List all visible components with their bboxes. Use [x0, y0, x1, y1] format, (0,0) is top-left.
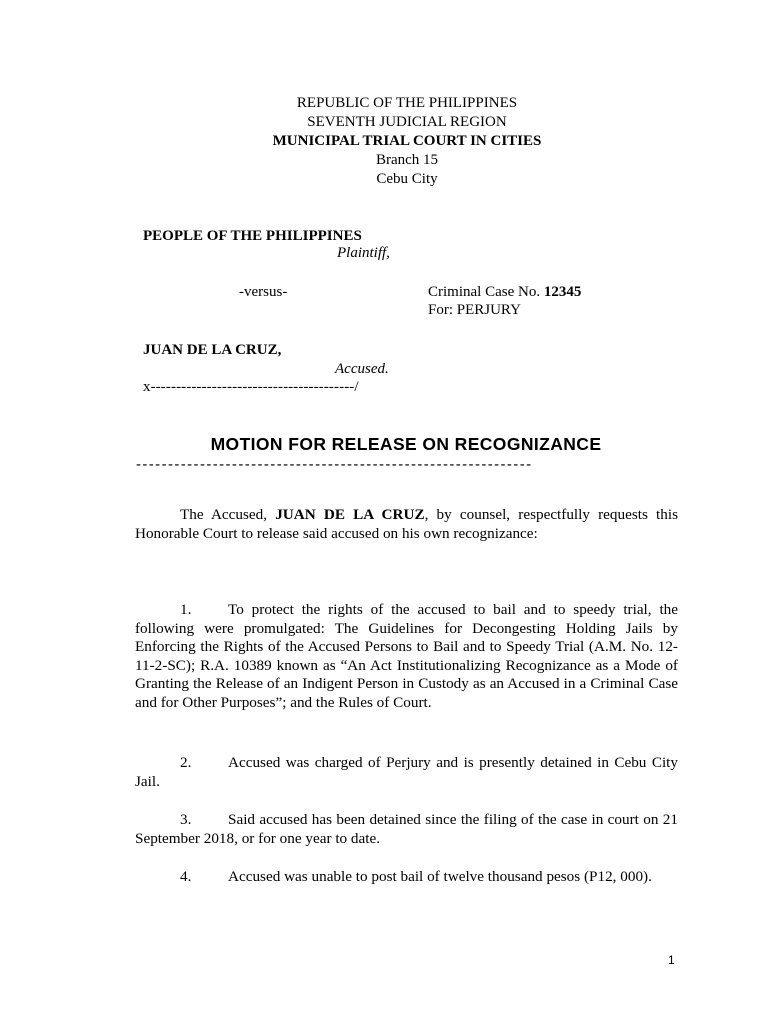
intro-paragraph — [135, 506, 678, 543]
case-number-label: Criminal Case No. — [428, 284, 544, 300]
paragraph-text: Said accused has been detained since the filing of the case in court on 21 September 2018, or for one year to date. — [135, 811, 678, 847]
versus-label: -versus- — [239, 284, 288, 300]
plaintiff-role: Plaintiff, — [337, 245, 390, 261]
case-charge: For: PERJURY — [428, 302, 521, 318]
plaintiff-name: PEOPLE OF THE PHILIPPINES — [143, 228, 362, 244]
title-dashed-rule: -------------------------------------------------------------- — [136, 456, 533, 473]
numbered-paragraph — [135, 601, 678, 713]
accused-role: Accused. — [335, 361, 389, 377]
paragraph-text: Accused was charged of Perjury and is presently detained in Cebu City Jail. — [135, 754, 678, 790]
paragraph-text: To protect the rights of the accused to bail and to speedy trial, the following were promulgated: The Guidelines for Decongesting Holding Jails by Enforcing the Rights of the Accused Persons to Bail and to Speedy Trial (A.M. No. 12-11-2-SC); R.A. 10389 known as “An Act Institutionalizing Recognizance as a Mode of Granting the Release of an Indigent Person in Custody as an Accused in a Criminal Case and for Other Purposes”; and the Rules of Court. — [135, 601, 678, 711]
accused-name: JUAN DE LA CRUZ, — [143, 342, 282, 358]
paragraph-text: Accused was unable to post bail of twelve thousand pesos (P12, 000). — [228, 868, 652, 885]
paragraph-number: 1. — [180, 601, 192, 618]
case-number: 12345 — [543, 284, 582, 300]
court-header-city: Cebu City — [376, 171, 438, 187]
case-number-line — [428, 284, 581, 301]
intro-text-after: , by counsel, respectfully requests this Honorable Court to release said accused on his own recognizance: — [135, 506, 679, 542]
numbered-paragraph — [135, 868, 678, 887]
court-header-republic: REPUBLIC OF THE PHILIPPINES — [296, 95, 518, 111]
intro-accused-name: JUAN DE LA CRUZ — [275, 506, 425, 523]
paragraph-number: 3. — [180, 811, 192, 828]
numbered-paragraph — [135, 754, 678, 791]
court-header-court: MUNICIPAL TRIAL COURT IN CITIES — [272, 133, 542, 149]
motion-title: MOTION FOR RELEASE ON RECOGNIZANCE — [210, 434, 602, 454]
numbered-paragraph — [135, 811, 678, 848]
caption-close-line: x----------------------------------------/ — [143, 379, 359, 395]
intro-text-before: The Accused, — [180, 506, 276, 523]
paragraph-number: 4. — [180, 868, 192, 885]
page-number: 1 — [668, 953, 675, 967]
court-header-branch: Branch 15 — [375, 152, 439, 168]
court-header-region: SEVENTH JUDICIAL REGION — [307, 114, 507, 130]
paragraph-number: 2. — [180, 754, 192, 771]
